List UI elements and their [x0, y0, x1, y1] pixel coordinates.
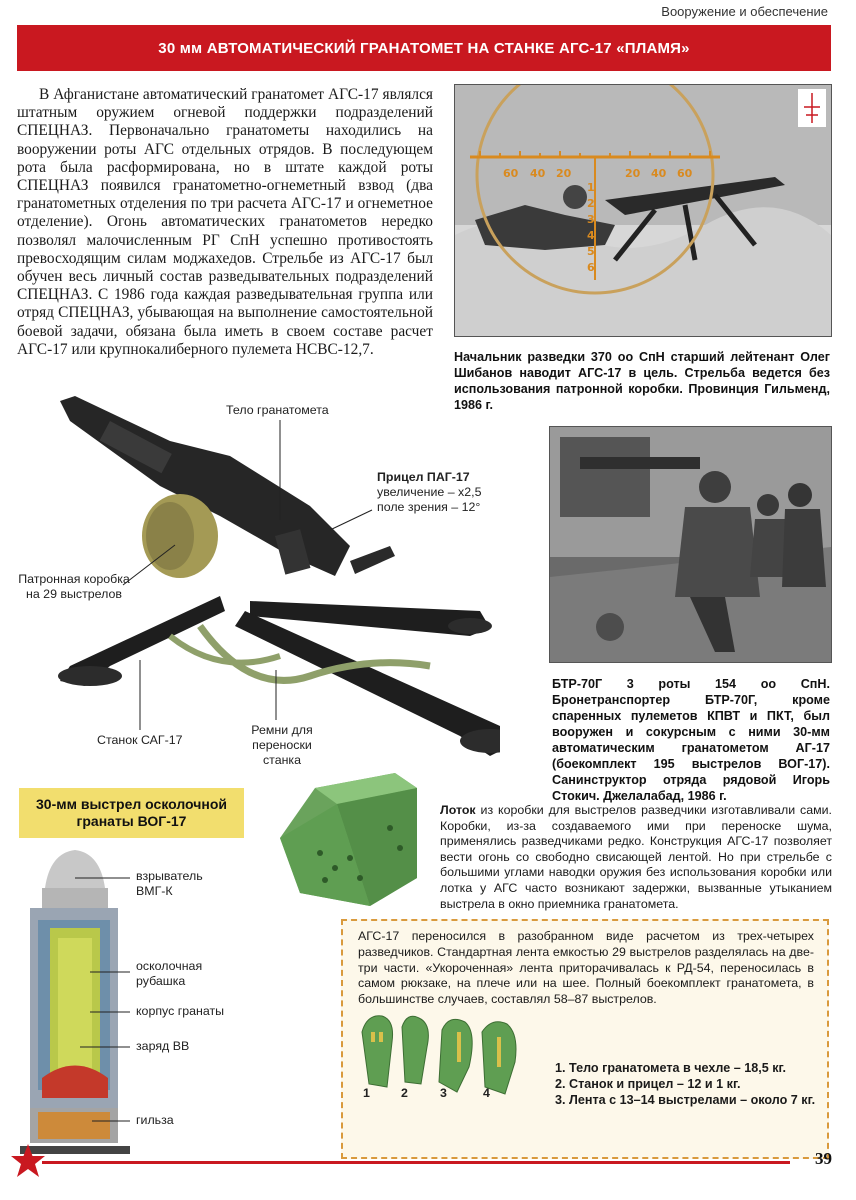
- info-text: АГС-17 переносился в разобранном виде расчетом из трех-четырех разведчиков. Стандартная лента емкостью 29 выстрелов разделялась на две-три части. «Укороченная» лента приторачивалась к РД-54, переносилась в самом рюкзаке, на плече или на шее. Полный боекомплект гранатомета, в большинстве случаев, составлял 58–87 выстрелов.: [358, 929, 814, 1007]
- page-title: 30 мм АВТОМАТИЧЕСКИЙ ГРАНАТОМЕТ НА СТАНКЕ АГС-17 «ПЛАМЯ»: [158, 39, 690, 57]
- vog-label-shirt: осколочная рубашка: [136, 959, 203, 988]
- weight-item: 3. Лента с 13–14 выстрелами – около 7 кг.: [555, 1093, 816, 1107]
- callout-body: Тело гранатомета: [226, 403, 329, 417]
- star-icon: [10, 1143, 46, 1179]
- scale-label: 60: [677, 167, 693, 180]
- callout-sight-title: Прицел ПАГ-17: [377, 470, 470, 484]
- vog-title: 30-мм выстрел осколочной гранаты ВОГ-17: [36, 796, 227, 829]
- tray-title: Лоток: [440, 803, 476, 817]
- scale-label: 40: [530, 167, 546, 180]
- scale-label: 60: [503, 167, 519, 180]
- callout-straps: Ремни для переноски станка: [251, 723, 313, 767]
- scale-label: 20: [625, 167, 641, 180]
- carry-number-3: 3: [440, 1086, 447, 1100]
- scale-label: 40: [651, 167, 667, 180]
- carry-illustration: [357, 1012, 537, 1110]
- vog-label-charge: заряд ВВ: [136, 1039, 190, 1053]
- carry-number-2: 2: [401, 1086, 408, 1100]
- main-text: В Афганистане автоматический гранатомет АГС-17 являлся штатным оружием огневой поддержки подразделений СПЕЦНАЗ. Первоначально гранатометы находились на вооружении роты АГС отдельных отрядов. В последующем рота была расформирована, но в штате каждой роты СПЕЦНАЗ появился гранатометно-огнеметный взвод (два гранатометных отделения по три расчета АГС-17 и огнеметное отделение). Огонь автоматических гранатометов нередко позволял малочисленным РГ СпН успешно противостоять превосходящим силам моджахедов. Стрельбе из АГС-17 был обучен весь личный состав разведывательных подразделений СПЕЦНАЗ. С 1986 года каждая разведывательная группа или отряд СПЕЦНАЗ, убывающая на выполнение самостоятельной боевой задачи, обязана была иметь в своем составе расчет АГС-17 или крупнокалиберного пулемета НСВС-12,7.: [17, 86, 433, 358]
- scale-label: 20: [556, 167, 572, 180]
- tray-body: из коробки для выстрелов разведчики изготавливали сами. Коробки, из-за создаваемого ими при переноске шума, применялись разведчиками редко. Конструкция АГС-17 позволяет вести огонь со свободно свисающей лентой. Но при стрельбе с большими углами наводки оружия без использования коробки или лотка у АГС часто возникают задержки, вызванные утыканием выстрела в окно приемника гранатомета.: [440, 803, 832, 911]
- carry-number-1: 1: [363, 1086, 370, 1100]
- scope-photo-caption: Начальник разведки 370 оо СпН старший лейтенант Олег Шибанов наводит АГС-17 в цель. Стрельба ведется без использования патронной коробки. Провинция Гильменд, 1986 г.: [454, 350, 830, 412]
- carry-number-4: 4: [483, 1086, 490, 1100]
- btr-photo-caption: БТР-70Г 3 роты 154 оо СпН. Бронетранспортер БТР-70Г, кроме спаренных пулеметов КПВТ и ПКТ, был вооружен и сокурсным с ними 30-мм автоматическим гранатометом АГ-17 (боекомплект 195 выстрелов ВОГ-17). Санинструктор отряда рядовой Игорь Стокич. Джелалабад, 1986 г.: [552, 677, 830, 803]
- weight-item: 2. Станок и прицел – 12 и 1 кг.: [555, 1077, 741, 1091]
- callout-mount: Станок САГ-17: [97, 733, 183, 747]
- footer-line: [42, 1161, 790, 1164]
- callout-sight-zoom: увеличение – х2,5: [377, 485, 482, 499]
- vog-label-fuze: взрыватель ВМГ-К: [136, 869, 203, 898]
- scale-label: 1: [587, 181, 595, 194]
- callout-ammo-box: Патронная коробка на 29 выстрелов: [18, 572, 130, 601]
- page-number: 39: [815, 1149, 832, 1168]
- weights-list: [555, 1060, 825, 1108]
- callout-sight-fov: поле зрения – 12°: [377, 500, 481, 514]
- weight-item: 1. Тело гранатомета в чехле – 18,5 кг.: [555, 1061, 787, 1075]
- scale-label: 5: [587, 245, 595, 258]
- vog-label-body: корпус гранаты: [136, 1004, 225, 1018]
- section-label: Вооружение и обеспечение: [661, 4, 828, 19]
- scale-label: 6: [587, 261, 595, 274]
- scale-label: 4: [587, 229, 595, 242]
- scale-label: 2: [587, 197, 595, 210]
- scale-label: 3: [587, 213, 595, 226]
- vog-label-case: гильза: [136, 1113, 174, 1127]
